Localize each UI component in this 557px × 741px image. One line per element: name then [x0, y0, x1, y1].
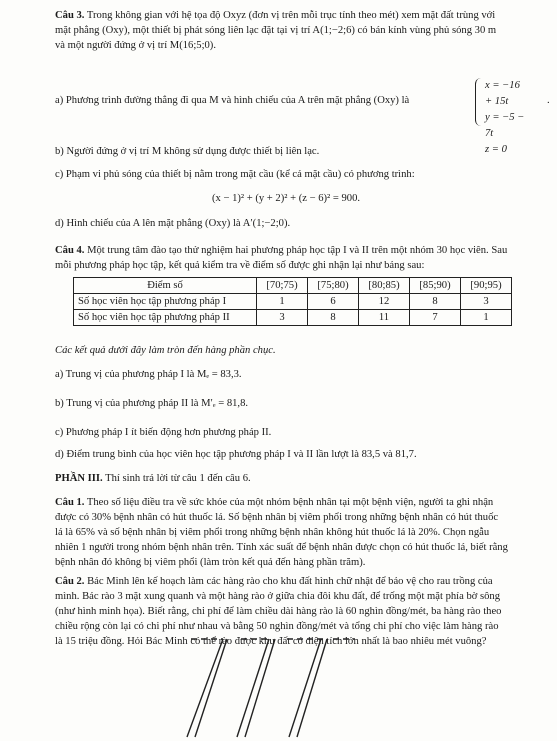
part3-heading: PHẦN III.: [55, 473, 103, 484]
table-header-cell: [80;85): [359, 278, 410, 294]
p1-line1: Theo số liệu điều tra về sức khỏe của một nhóm bệnh nhân tại một bệnh viện, người ta ghi nhận: [86, 497, 494, 508]
part3-title: [55, 471, 517, 486]
p2-line4: chiều rộng còn lại có chi phí như nhau và bằng 50 nghìn đồng/mét và tổng chi phí cho việc làm hàng rào: [55, 621, 499, 632]
table-row: [74, 294, 512, 310]
q3-a-text: a) Phương trình đường thẳng đi qua M và hình chiếu của A trên mặt phẳng (Oxy) là: [55, 95, 410, 106]
q4-line2: mỗi phương pháp học tập, kết quả kiểm tra về điểm số được ghi nhận lại như bảng sau:: [55, 260, 425, 271]
q3-line2: mặt phẳng (Oxy), một thiết bị phát sóng liên lạc đặt tại vị trí A(1;−2;6) có bán kính vùng phủ sóng 30 m: [55, 25, 497, 36]
table-cell: 1: [461, 310, 512, 326]
p1-line4: nhiên 1 người trong nhóm bệnh nhân trên. Tính xác suất để bệnh nhân được chọn có hút thuốc lá, biết rằng: [55, 542, 508, 553]
table-row: [74, 310, 512, 326]
q3-stem: [55, 8, 517, 53]
table-cell: 11: [359, 310, 410, 326]
q4-heading: Câu 4.: [55, 245, 85, 256]
q4-statement-c: c) Phương pháp I ít biến động hơn phương pháp II.: [55, 427, 272, 438]
table-cell: 6: [308, 294, 359, 310]
table-header-cell: [85;90): [410, 278, 461, 294]
q3-line1: Trong không gian với hệ tọa độ Oxyz (đơn vị trên mỗi trục tính theo mét) xem mặt đất trùng với: [86, 10, 496, 21]
q3-heading: Câu 3.: [55, 10, 85, 21]
p1-line3: lá là 65% và số bệnh nhân bị viêm phổi trong những bệnh nhân không hút thuốc lá là 20%. Chọn ngẫu: [55, 527, 490, 538]
q3-statement-c: c) Phạm vi phủ sóng của thiết bị nằm trong mặt cầu (kể cả mặt cầu) có phương trình:: [55, 169, 415, 180]
p2-line5: là 15 triệu đồng. Hỏi Bác Minh có thể rào được khu đất có diện tích lớn nhất là bao nhiêu mét vuông?: [55, 636, 487, 647]
q4-stem: [55, 243, 517, 273]
p2-heading: Câu 2.: [55, 576, 85, 587]
q3-line3: và một người đứng ở vị trí M(16;5;0).: [55, 40, 216, 51]
table-header-cell: [75;80): [308, 278, 359, 294]
system-line-x: x = −16 + 15t: [485, 80, 520, 107]
table-header-cell: Điểm số: [74, 278, 257, 294]
q3-statement-b: b) Người đứng ở vị trí M không sử dụng được thiết bị liên lạc.: [55, 146, 320, 157]
fence-post: [187, 639, 223, 737]
table-row-label: Số học viên học tập phương pháp II: [74, 310, 257, 326]
q4-statement-a: a) Trung vị của phương pháp I là Mₑ = 83,3.: [55, 369, 242, 380]
table-header-cell: [70;75): [257, 278, 308, 294]
q4-line1: Một trung tâm đào tạo thử nghiệm hai phương pháp học tập I và II trên một nhóm 30 học viên. Sau: [87, 245, 508, 256]
system-line-y: y = −5 − 7t: [485, 112, 525, 139]
fence-post: [289, 639, 321, 737]
q4-rounding-note: Các kết quả dưới đây làm tròn đến hàng phần chục.: [55, 345, 276, 356]
table-cell: 3: [257, 310, 308, 326]
p1-line5: bệnh nhân đó không bị viêm phổi (làm tròn kết quả đến hàng phần trăm).: [55, 557, 366, 568]
table-row-label: Số học viên học tập phương pháp I: [74, 294, 257, 310]
q4-statement-b: b) Trung vị của phương pháp II là M′ₑ = 81,8.: [55, 398, 249, 409]
part3-q1: [55, 495, 517, 570]
p1-line2: được có 30% bệnh nhân có hút thuốc lá. Số bệnh nhân bị viêm phổi trong những bệnh nhân có hút thuốc: [55, 512, 499, 523]
fence-post: [237, 639, 269, 737]
fence-post: [297, 639, 327, 737]
q3-sphere-equation: (x − 1)² + (y + 2)² + (z − 6)² = 900.: [211, 193, 361, 204]
system-line-z: z = 0: [485, 144, 507, 155]
p2-line1: Bác Minh lên kế hoạch làm các hàng rào cho khu đất hình chữ nhật để bảo vệ cho rau trồng của: [87, 576, 493, 587]
table-cell: 12: [359, 294, 410, 310]
part3-instruction: Thí sinh trả lời từ câu 1 đến câu 6.: [105, 473, 251, 484]
table-header-cell: [90;95): [461, 278, 512, 294]
system-period: .: [547, 95, 550, 106]
fence-illustration: [183, 633, 363, 741]
p2-line3: (như hình minh họa). Biết rằng, chi phí để làm chiều dài hàng rào là 60 nghìn đồng/mét, ba hàng rào theo: [55, 606, 502, 617]
system-brace: [475, 78, 482, 126]
q4-statement-d: d) Điểm trung bình của học viên học tập phương pháp I và II lần lượt là 83,5 và 81,7.: [55, 449, 417, 460]
table-cell: 8: [410, 294, 461, 310]
p2-line2: mình. Bác rào 3 mặt xung quanh và một hàng rào ở giữa chia đôi khu đất, để trống một mặt phía bờ sông: [55, 591, 501, 602]
q3-statement-d: d) Hình chiếu của A lên mặt phẳng (Oxy) là A′(1;−2;0).: [55, 218, 291, 229]
fence-post: [245, 639, 275, 737]
table-cell: 1: [257, 294, 308, 310]
table-header-row: [74, 278, 512, 294]
fence-post: [195, 639, 227, 737]
score-table: [73, 277, 512, 326]
table-cell: 7: [410, 310, 461, 326]
p1-heading: Câu 1.: [55, 497, 85, 508]
table-cell: 8: [308, 310, 359, 326]
table-cell: 3: [461, 294, 512, 310]
